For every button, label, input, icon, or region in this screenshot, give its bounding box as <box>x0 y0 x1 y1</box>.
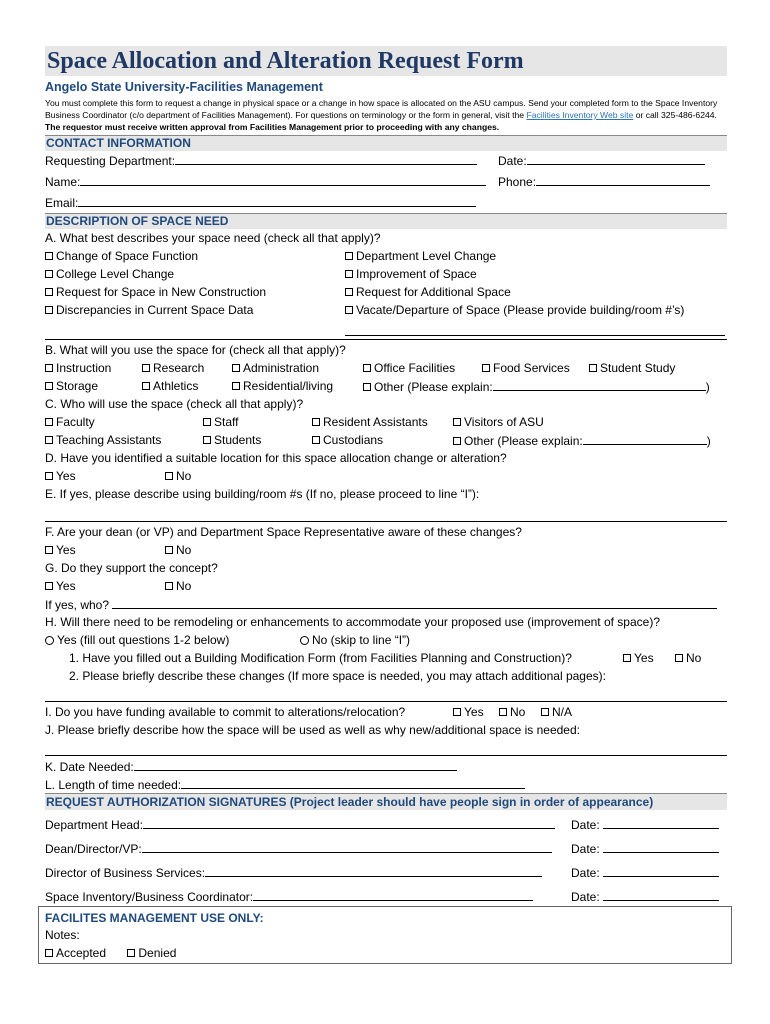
date-needed-field[interactable] <box>134 757 457 771</box>
question-k: K. Date Needed: <box>45 760 134 774</box>
checkbox[interactable] <box>345 306 353 314</box>
checkbox[interactable] <box>45 582 53 590</box>
question-d: D. Have you identified a suitable location for this space allocation change or alteration? <box>45 451 507 465</box>
i-yes[interactable]: Yes <box>453 703 484 721</box>
dean-label: Dean/Director/VP: <box>45 842 142 856</box>
checkbox[interactable] <box>165 546 173 554</box>
checkbox[interactable] <box>482 364 490 372</box>
checkbox[interactable] <box>45 949 53 957</box>
g-no[interactable]: No <box>165 577 191 595</box>
h-no[interactable]: No (skip to line “I”) <box>300 631 410 649</box>
checkbox[interactable] <box>499 708 507 716</box>
question-b: B. What will you use the space for (check all that apply)? <box>45 343 346 357</box>
if-yes-who-label: If yes, who? <box>45 598 110 612</box>
checkbox[interactable] <box>142 364 150 372</box>
option-additional-space[interactable]: Request for Additional Space <box>345 283 511 301</box>
intro-text-2: or call 325-486-6244. <box>633 110 717 120</box>
checkbox[interactable] <box>345 288 353 296</box>
h1-yes[interactable]: Yes <box>623 649 654 667</box>
coordinator-date-field[interactable] <box>603 887 719 901</box>
question-f: F. Are your dean (or VP) and Department Space Representative aware of these changes? <box>45 525 522 539</box>
option-improvement-of-space[interactable]: Improvement of Space <box>345 265 477 283</box>
question-h1: 1. Have you filled out a Building Modification Form (from Facilities Planning and Construction)? <box>69 651 572 665</box>
question-h2-field[interactable] <box>45 701 727 702</box>
d-no[interactable]: No <box>165 467 191 485</box>
checkbox[interactable] <box>165 472 173 480</box>
question-e: E. If yes, please describe using building/room #s (If no, please proceed to line “I”): <box>45 487 480 501</box>
question-h2: 2. Please briefly describe these changes (If more space is needed, you may attach additional pages): <box>69 669 606 683</box>
checkbox[interactable] <box>363 383 371 391</box>
checkbox[interactable] <box>345 252 353 260</box>
i-no[interactable]: No <box>499 703 525 721</box>
space-need-section-header: DESCRIPTION OF SPACE NEED <box>45 213 727 229</box>
contact-row-name <box>45 172 727 193</box>
checkbox[interactable] <box>45 288 53 296</box>
d-yes[interactable]: Yes <box>45 469 76 483</box>
form-page <box>45 46 727 909</box>
f-no[interactable]: No <box>165 541 191 559</box>
sig-date-label: Date: <box>571 842 600 856</box>
fm-use-header: FACILITES MANAGEMENT USE ONLY: <box>45 911 264 925</box>
notes-label: Notes: <box>45 928 80 942</box>
dept-head-label: Department Head: <box>45 818 144 832</box>
checkbox[interactable] <box>165 582 173 590</box>
dept-field[interactable] <box>175 151 477 165</box>
option-department-level-change[interactable]: Department Level Change <box>345 247 496 265</box>
option-office-facilities[interactable]: Office Facilities <box>363 359 455 377</box>
option-new-construction[interactable]: Request for Space in New Construction <box>45 285 266 299</box>
checkbox[interactable] <box>45 418 53 426</box>
option-research[interactable]: Research <box>142 359 204 377</box>
checkbox[interactable] <box>45 546 53 554</box>
option-student-study[interactable]: Student Study <box>589 359 675 377</box>
sig-date-label: Date: <box>571 866 600 880</box>
phone-label: Phone: <box>498 175 537 189</box>
coordinator-signature-field[interactable] <box>253 887 533 901</box>
other-user-field[interactable] <box>583 431 707 445</box>
question-l: L. Length of time needed: <box>45 778 182 792</box>
option-students[interactable]: Students <box>203 431 261 449</box>
name-field[interactable] <box>80 172 486 186</box>
email-label: Email: <box>45 196 79 210</box>
dept-head-signature-field[interactable] <box>143 815 555 829</box>
option-resident-assistants[interactable]: Resident Assistants <box>312 413 428 431</box>
intro-text: You must complete this form to request a change in physical space or a change in how space is allocated on the ASU campus. Send your completed form to the Space Inventory Business Coordinator (c/o department of Facilities Management). For questions on terminology or the form in general, visit the <box>45 98 718 120</box>
sig-date-label: Date: <box>571 890 600 904</box>
checkbox[interactable] <box>232 382 240 390</box>
phone-field[interactable] <box>536 172 710 186</box>
option-faculty[interactable]: Faculty <box>45 415 95 429</box>
option-college-level-change[interactable]: College Level Change <box>45 267 174 281</box>
checkbox[interactable] <box>623 654 631 662</box>
name-label: Name: <box>45 175 81 189</box>
question-g: G. Do they support the concept? <box>45 561 218 575</box>
question-a: A. What best describes your space need (check all that apply)? <box>45 231 381 245</box>
director-signature-field[interactable] <box>205 863 542 877</box>
f-yes[interactable]: Yes <box>45 543 76 557</box>
fm-accepted[interactable]: Accepted <box>45 946 106 960</box>
checkbox[interactable] <box>453 437 461 445</box>
checkbox[interactable] <box>232 364 240 372</box>
radio-button[interactable] <box>300 636 309 645</box>
checkbox[interactable] <box>589 364 597 372</box>
length-of-time-field[interactable] <box>181 775 525 789</box>
question-e-field[interactable] <box>45 521 727 522</box>
option-discrepancies[interactable]: Discrepancies in Current Space Data <box>45 303 253 317</box>
h-yes[interactable]: Yes (fill out questions 1-2 below) <box>45 633 229 647</box>
checkbox[interactable] <box>127 949 135 957</box>
checkbox[interactable] <box>45 252 53 260</box>
checkbox[interactable] <box>142 382 150 390</box>
checkbox[interactable] <box>453 418 461 426</box>
contact-section-header: CONTACT INFORMATION <box>45 135 727 151</box>
checkbox[interactable] <box>203 418 211 426</box>
question-h: H. Will there need to be remodeling or enhancements to accommodate your proposed use (improvement of space)? <box>45 615 660 629</box>
question-j-field[interactable] <box>45 755 727 756</box>
question-j: J. Please briefly describe how the space will be used as well as why new/additional space is needed: <box>45 723 580 737</box>
director-date-field[interactable] <box>603 863 719 877</box>
divider <box>45 339 727 340</box>
contact-row-email <box>45 193 727 213</box>
question-i: I. Do you have funding available to commit to alterations/relocation? <box>45 705 406 719</box>
option-other-user[interactable]: Other (Please explain: ) <box>453 431 711 450</box>
sig-date-label: Date: <box>571 818 600 832</box>
checkbox[interactable] <box>363 364 371 372</box>
option-administration[interactable]: Administration <box>232 359 319 377</box>
contact-row-dept <box>45 151 727 172</box>
dean-signature-field[interactable] <box>142 839 552 853</box>
i-na[interactable]: N/A <box>541 703 572 721</box>
option-residential[interactable]: Residential/living <box>232 377 333 395</box>
email-field[interactable] <box>78 193 476 207</box>
option-vacate-departure[interactable]: Vacate/Departure of Space (Please provide building/room #’s) <box>345 301 684 319</box>
fm-denied[interactable]: Denied <box>127 946 176 960</box>
if-yes-who-field[interactable] <box>112 595 717 609</box>
form-subtitle: Angelo State University-Facilities Management <box>45 80 323 94</box>
checkbox[interactable] <box>675 654 683 662</box>
option-other-use[interactable]: Other (Please explain: ) <box>363 377 710 396</box>
checkbox[interactable] <box>312 436 320 444</box>
option-custodians[interactable]: Custodians <box>312 431 383 449</box>
approval-notice: The requestor must receive written approval from Facilities Management prior to proceeding with any changes. <box>45 122 500 132</box>
option-food-services[interactable]: Food Services <box>482 359 570 377</box>
option-visitors[interactable]: Visitors of ASU <box>453 413 544 431</box>
checkbox[interactable] <box>203 436 211 444</box>
checkbox[interactable] <box>45 382 53 390</box>
checkbox[interactable] <box>45 472 53 480</box>
checkbox[interactable] <box>45 436 53 444</box>
vacate-rooms-field[interactable] <box>345 323 725 336</box>
director-label: Director of Business Services: <box>45 866 206 880</box>
checkbox[interactable] <box>45 270 53 278</box>
dept-label: Requesting Department: <box>45 154 176 168</box>
date-label: Date: <box>498 154 527 168</box>
coordinator-label: Space Inventory/Business Coordinator: <box>45 890 254 904</box>
intro-paragraph <box>45 97 727 133</box>
checkbox[interactable] <box>541 708 549 716</box>
checkbox[interactable] <box>345 270 353 278</box>
h1-no[interactable]: No <box>675 649 701 667</box>
checkbox[interactable] <box>453 708 461 716</box>
option-athletics[interactable]: Athletics <box>142 377 198 395</box>
facilities-use-only-box <box>38 906 732 964</box>
other-use-field[interactable] <box>493 377 706 391</box>
option-instruction[interactable]: Instruction <box>45 361 111 375</box>
radio-button[interactable] <box>45 636 54 645</box>
dean-date-field[interactable] <box>603 839 719 853</box>
form-title: Space Allocation and Alteration Request Form <box>45 46 727 76</box>
question-c: C. Who will use the space (check all that apply)? <box>45 397 304 411</box>
option-storage[interactable]: Storage <box>45 379 98 393</box>
dept-head-date-field[interactable] <box>603 815 719 829</box>
signatures-section-header: REQUEST AUTHORIZATION SIGNATURES (Project leader should have people sign in order of appearance) <box>45 793 727 810</box>
checkbox[interactable] <box>45 364 53 372</box>
checkbox[interactable] <box>312 418 320 426</box>
checkbox[interactable] <box>45 306 53 314</box>
option-change-space-function[interactable]: Change of Space Function <box>45 249 198 263</box>
option-teaching-assistants[interactable]: Teaching Assistants <box>45 433 161 447</box>
facilities-inventory-link[interactable]: Facilities Inventory Web site <box>526 110 634 120</box>
option-staff[interactable]: Staff <box>203 413 238 431</box>
g-yes[interactable]: Yes <box>45 579 76 593</box>
date-field[interactable] <box>527 151 705 165</box>
